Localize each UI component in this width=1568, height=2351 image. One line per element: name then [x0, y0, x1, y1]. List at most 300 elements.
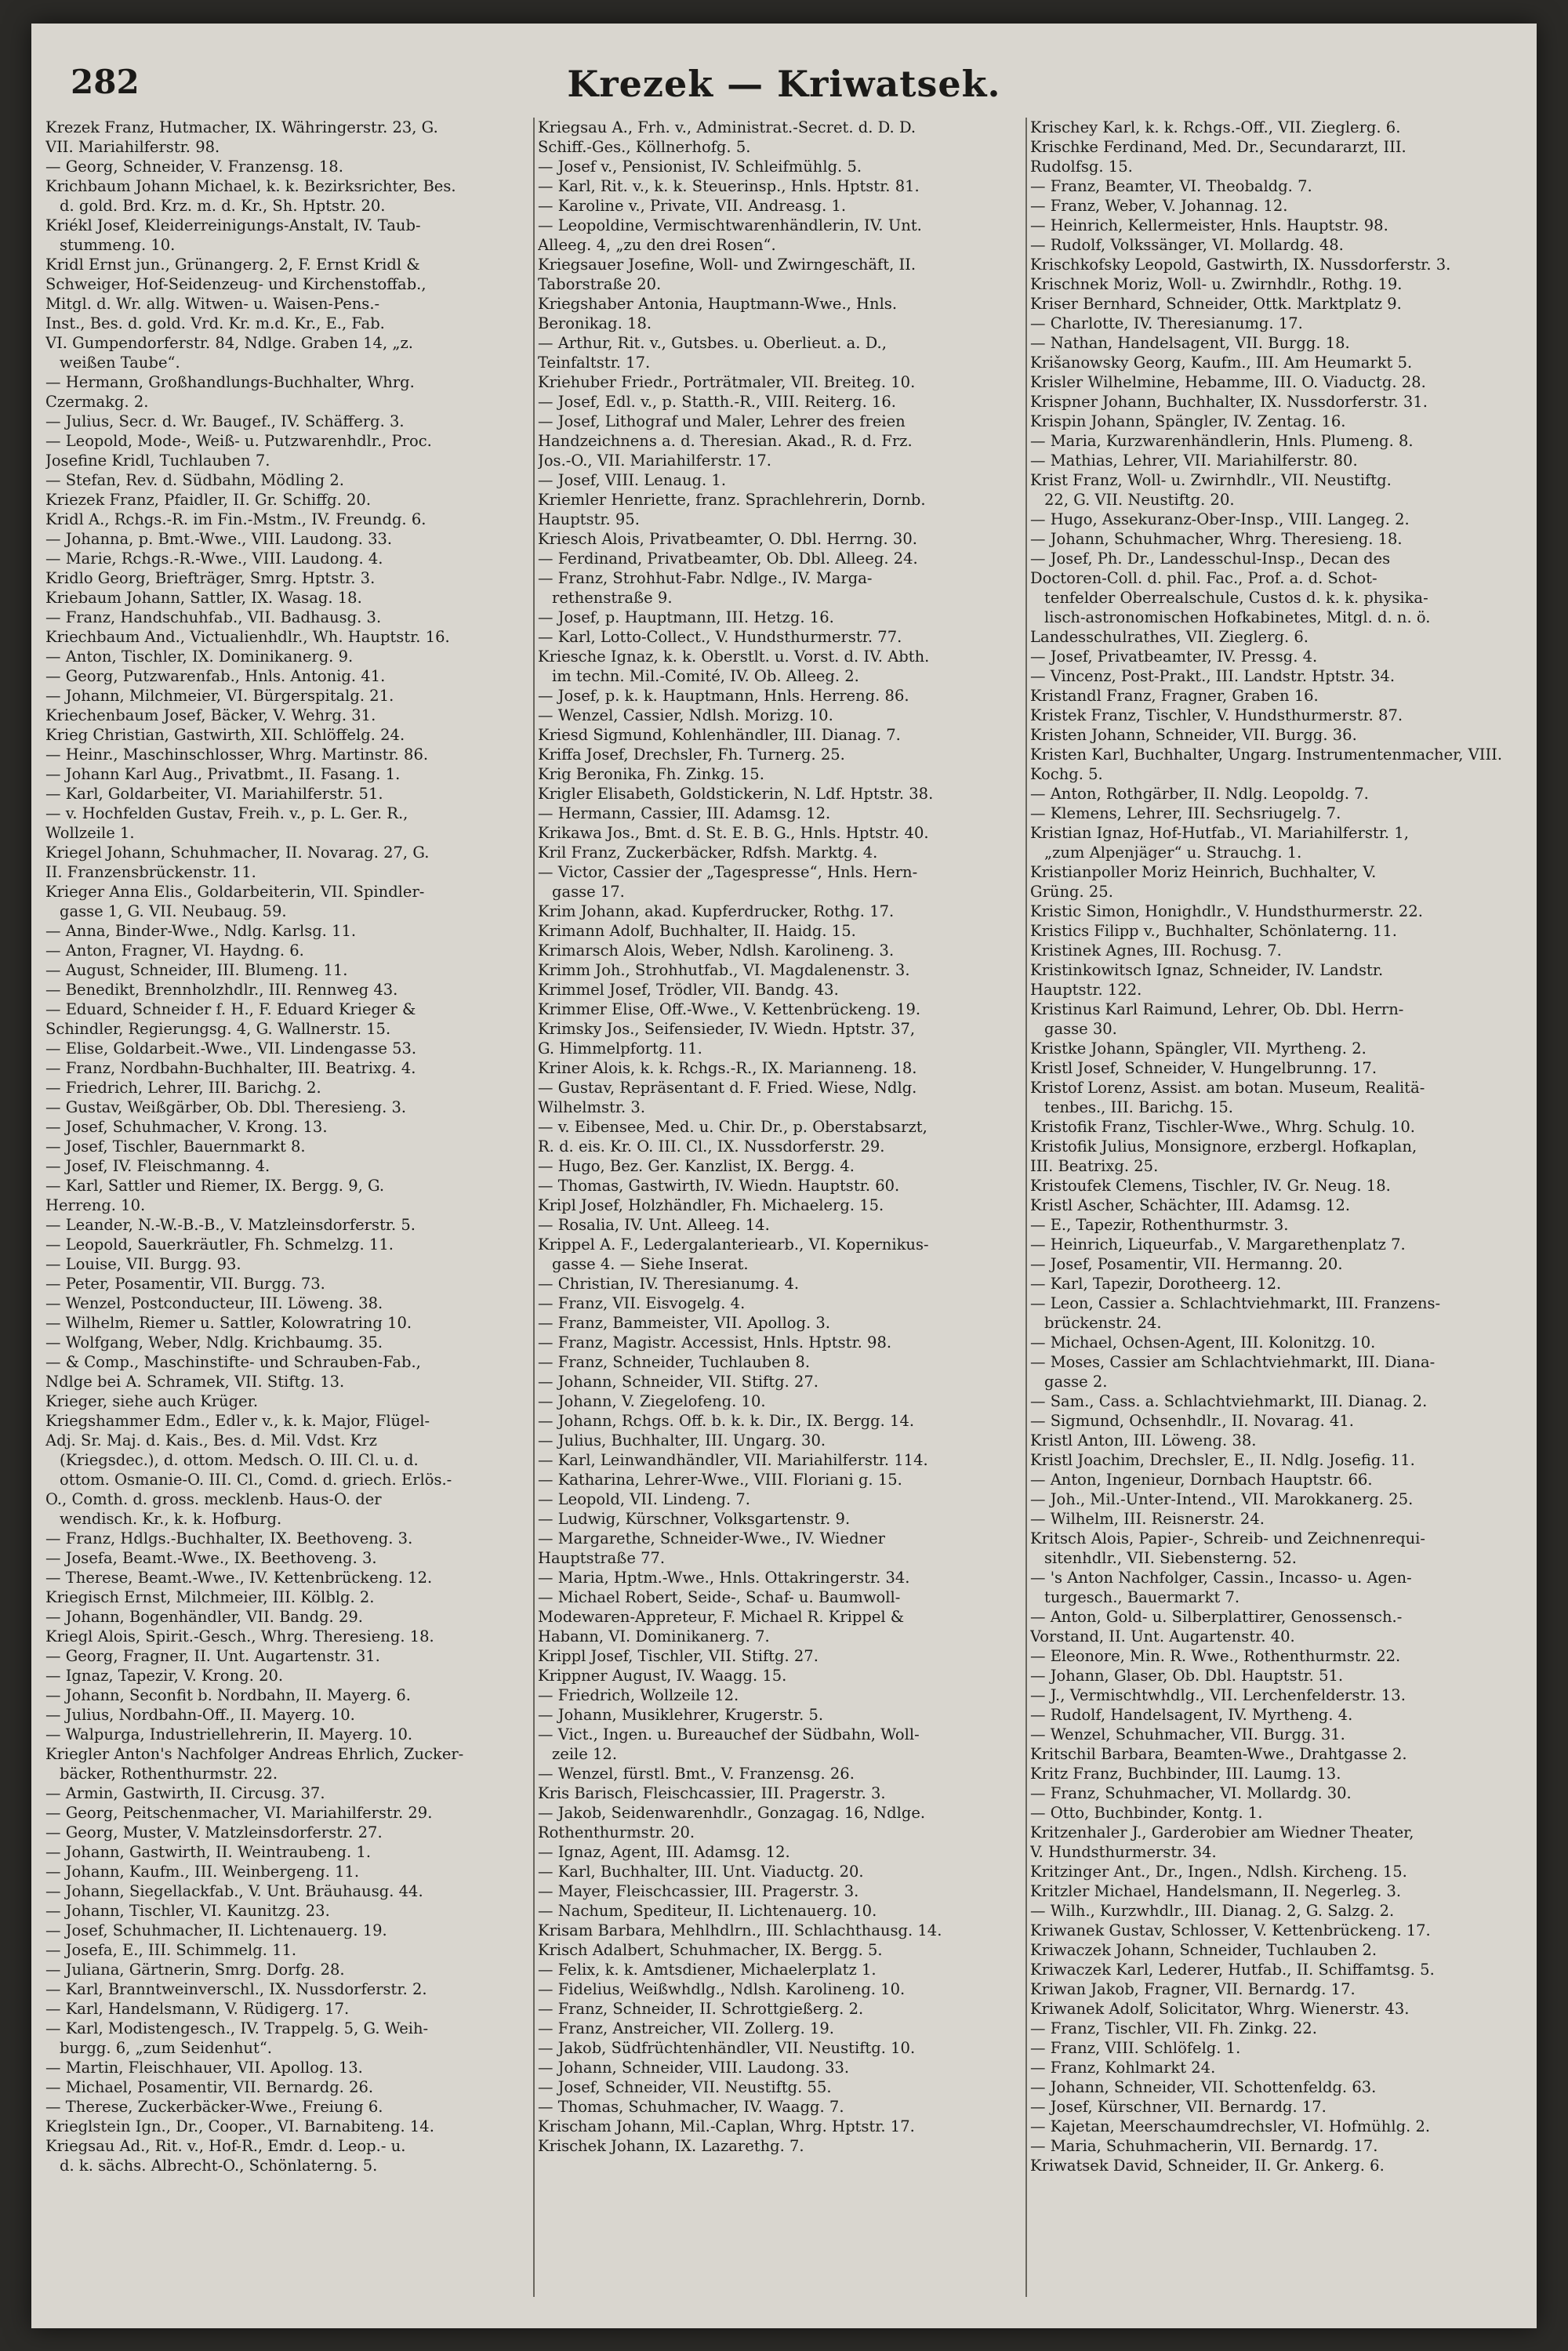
directory-entry-line: — Johann, Tischler, VI. Kaunitzg. 23.	[45, 1902, 330, 1920]
directory-entry-line: — Karl, Rit. v., k. k. Steuerinsp., Hnls. Hptstr. 81.	[538, 177, 920, 195]
directory-entry-line: — Josef, Lithograf und Maler, Lehrer des freien	[538, 412, 906, 430]
directory-entry-line: — Hugo, Assekuranz-Ober-Insp., VIII. Langeg. 2.	[1030, 510, 1410, 528]
directory-entry-line: — Leopold, Mode-, Weiß- u. Putzwarenhdlr., Proc.	[45, 432, 432, 450]
directory-entry-line: Kriwatsek David, Schneider, II. Gr. Ankerg. 6.	[1030, 2157, 1385, 2175]
directory-entry-line: Krippner August, IV. Waagg. 15.	[538, 1667, 787, 1685]
directory-entry-line: Krischnek Moriz, Woll- u. Zwirnhdlr., Rothg. 19.	[1030, 275, 1403, 293]
directory-entry-line: — Leon, Cassier a. Schlachtviehmarkt, III. Franzens-	[1030, 1294, 1441, 1312]
directory-entry-line: O., Comth. d. gross. mecklenb. Haus-O. der	[45, 1490, 382, 1508]
directory-entry-line: — Charlotte, IV. Theresianumg. 17.	[1030, 314, 1303, 332]
directory-entry-line: — Johann, Kaufm., III. Weinbergeng. 11.	[45, 1863, 360, 1881]
directory-entry-line: — Karl, Sattler und Riemer, IX. Bergg. 9, G.	[45, 1177, 385, 1195]
directory-entry-line: — Josef, p. k. k. Hauptmann, Hnls. Herreng. 86.	[538, 687, 909, 705]
directory-entry-line: Hauptstr. 95.	[538, 510, 640, 528]
directory-entry-line: Krig Beronika, Fh. Zinkg. 15.	[538, 765, 764, 783]
directory-entry-line: — Rudolf, Handelsagent, IV. Myrtheng. 4.	[1030, 1706, 1353, 1724]
directory-entry-line: — 's Anton Nachfolger, Cassin., Incasso- u. Agen-	[1030, 1569, 1412, 1587]
directory-entry-line: — Johann, Musiklehrer, Krugerstr. 5.	[538, 1706, 824, 1724]
directory-entry-line: — Elise, Goldarbeit.-Wwe., VII. Lindengasse 53.	[45, 1039, 417, 1058]
directory-entry-line: — Anton, Ingenieur, Dornbach Hauptstr. 66.	[1030, 1471, 1373, 1489]
directory-entry-line: Kriwanek Adolf, Solicitator, Whrg. Wienerstr. 43.	[1030, 2000, 1410, 2018]
directory-entry-line: Kristl Ascher, Schächter, III. Adamsg. 12.	[1030, 1196, 1351, 1214]
directory-entry-line: — Anton, Rothgärber, II. Ndlg. Leopoldg. 7.	[1030, 785, 1369, 803]
directory-entry-line: — Wilhelm, III. Reisnerstr. 24.	[1030, 1510, 1265, 1528]
directory-entry-line: — Johann, Siegellackfab., V. Unt. Bräuhausg. 44.	[45, 1882, 423, 1900]
directory-entry-line: Krimsky Jos., Seifensieder, IV. Wiedn. Hptstr. 37,	[538, 1020, 916, 1038]
directory-entry-line: — Georg, Fragner, II. Unt. Augartenstr. 31.	[45, 1647, 380, 1665]
directory-entry-line: — Maria, Schuhmacherin, VII. Bernardg. 17.	[1030, 2137, 1378, 2155]
directory-entry-line: Krikawa Jos., Bmt. d. St. E. B. G., Hnls. Hptstr. 40.	[538, 824, 929, 842]
directory-entry-line: Schiff.-Ges., Köllnerhofg. 5.	[538, 138, 751, 156]
directory-entry-line: Beronikag. 18.	[538, 314, 652, 332]
directory-entry-line: Kristianpoller Moriz Heinrich, Buchhalter, V.	[1030, 863, 1377, 881]
directory-entry-line: — Josef, Ph. Dr., Landesschul-Insp., Decan des	[1030, 550, 1391, 568]
directory-entry-line: Kritzenhaler J., Garderobier am Wiedner Theater,	[1030, 1823, 1414, 1841]
directory-entry-line: lisch-astronomischen Hofkabinetes, Mitgl. d. n. ö.	[1044, 608, 1431, 626]
directory-entry-line: — Mayer, Fleischcassier, III. Pragerstr. 3.	[538, 1882, 859, 1900]
directory-entry-line: Krippel A. F., Ledergalanteriearb., VI. Kopernikus-	[538, 1235, 929, 1254]
directory-entry-line: Adj. Sr. Maj. d. Kais., Bes. d. Mil. Vdst. Krz	[45, 1431, 377, 1449]
directory-entry-line: — Josefa, Beamt.-Wwe., IX. Beethoveng. 3.	[45, 1549, 377, 1567]
directory-entry-line: — Johann, Seconfit b. Nordbahn, II. Mayerg. 6.	[45, 1686, 411, 1704]
directory-entry-line: — Karl, Modistengesch., IV. Trappelg. 5, G. Weih-	[45, 2019, 429, 2037]
directory-entry-line: Kristinek Agnes, III. Rochusg. 7.	[1030, 941, 1282, 960]
directory-entry-line: Mitgl. d. Wr. allg. Witwen- u. Waisen-Pens.-	[45, 295, 380, 313]
directory-entry-line: Krippl Josef, Tischler, VII. Stiftg. 27.	[538, 1647, 818, 1665]
directory-entry-line: — Victor, Cassier der „Tagespresse“, Hnls. Hern-	[538, 863, 918, 881]
directory-entry-line: turgesch., Bauermarkt 7.	[1044, 1588, 1240, 1606]
directory-entry-line: Kriegsau Ad., Rit. v., Hof-R., Emdr. d. Leop.- u.	[45, 2137, 406, 2155]
directory-entry-line: Krispin Johann, Spängler, IV. Zentag. 16.	[1030, 412, 1346, 430]
directory-entry-line: Grüng. 25.	[1030, 883, 1113, 901]
directory-entry-line: Kristoufek Clemens, Tischler, IV. Gr. Neug. 18.	[1030, 1177, 1391, 1195]
directory-entry-line: — Karl, Lotto-Collect., V. Hundsthurmerstr. 77.	[538, 628, 902, 646]
directory-entry-line: — Josef, Privatbeamter, IV. Pressg. 4.	[1030, 648, 1318, 666]
directory-entry-line: Kristl Josef, Schneider, V. Hungelbrunng. 17.	[1030, 1059, 1377, 1077]
directory-entry-line: Kristofik Franz, Tischler-Wwe., Whrg. Schulg. 10.	[1030, 1118, 1415, 1136]
directory-entry-line: — Juliana, Gärtnerin, Smrg. Dorfg. 28.	[45, 1961, 345, 1979]
directory-entry-line: Doctoren-Coll. d. phil. Fac., Prof. a. d. Schot-	[1030, 569, 1377, 587]
directory-entry-line: — Vict., Ingen. u. Bureauchef der Südbahn, Woll-	[538, 1725, 920, 1743]
directory-entry-line: Kritzinger Ant., Dr., Ingen., Ndlsh. Kircheng. 15.	[1030, 1863, 1407, 1881]
directory-entry-line: — Leopoldine, Vermischtwarenhändlerin, IV. Unt.	[538, 216, 922, 234]
directory-entry-line: — Josef, Tischler, Bauernmarkt 8.	[45, 1137, 306, 1156]
directory-entry-line: Kristek Franz, Tischler, V. Hundsthurmerstr. 87.	[1030, 706, 1403, 724]
directory-entry-line: — Thomas, Schuhmacher, IV. Waagg. 7.	[538, 2098, 844, 2116]
directory-entry-line: — v. Hochfelden Gustav, Freih. v., p. L. Ger. R.,	[45, 804, 408, 822]
directory-entry-line: — Julius, Nordbahn-Off., II. Mayerg. 10.	[45, 1706, 355, 1724]
directory-entry-line: Kridl Ernst jun., Grünangerg. 2, F. Ernst Kridl &	[45, 256, 420, 274]
directory-entry-line: „zum Alpenjäger“ u. Strauchg. 1.	[1044, 844, 1302, 862]
directory-entry-line: — Leander, N.-W.-B.-B., V. Matzleinsdorferstr. 5.	[45, 1216, 416, 1234]
directory-entry-line: Handzeichnens a. d. Theresian. Akad., R. d. Frz.	[538, 432, 913, 450]
directory-entry-line: Kritsch Alois, Papier-, Schreib- und Zeichnenrequi-	[1030, 1529, 1425, 1547]
directory-entry-line: (Kriegsdec.), d. ottom. Medsch. O. III. Cl. u. d.	[60, 1451, 419, 1469]
directory-entry-line: — Wenzel, Postconducteur, III. Löweng. 38.	[45, 1294, 383, 1312]
directory-entry-line: — Nathan, Handelsagent, VII. Burgg. 18.	[1030, 334, 1350, 352]
directory-entry-line: — Ludwig, Kürschner, Volksgartenstr. 9.	[538, 1510, 851, 1528]
directory-entry-line: — Karl, Buchhalter, III. Unt. Viaductg. 20.	[538, 1863, 864, 1881]
directory-entry-line: — Michael, Posamentir, VII. Bernardg. 26.	[45, 2078, 374, 2096]
directory-entry-line: — Johann, Milchmeier, VI. Bürgerspitalg. 21.	[45, 687, 394, 705]
directory-entry-line: — Armin, Gastwirth, II. Circusg. 37.	[45, 1784, 325, 1802]
directory-entry-line: — Franz, Anstreicher, VII. Zollerg. 19.	[538, 2019, 834, 2037]
directory-entry-line: Kriegisch Ernst, Milchmeier, III. Kölblg. 2.	[45, 1588, 375, 1606]
directory-entry-line: — Franz, Strohhut-Fabr. Ndlge., IV. Marga-	[538, 569, 873, 587]
directory-entry-line: gasse 1, G. VII. Neubaug. 59.	[60, 902, 287, 920]
directory-entry-line: wendisch. Kr., k. k. Hofburg.	[60, 1510, 282, 1528]
directory-entry-line: Krigler Elisabeth, Goldstickerin, N. Ldf. Hptstr. 38.	[538, 785, 934, 803]
directory-entry-line: V. Hundsthurmerstr. 34.	[1030, 1843, 1217, 1861]
directory-entry-line: — Karl, Branntweinverschl., IX. Nussdorferstr. 2.	[45, 1980, 427, 1998]
directory-entry-line: — Friedrich, Wollzeile 12.	[538, 1686, 739, 1704]
directory-entry-line: — Wenzel, Schuhmacher, VII. Burgg. 31.	[1030, 1725, 1345, 1743]
directory-entry-line: — Joh., Mil.-Unter-Intend., VII. Marokkanerg. 25.	[1030, 1490, 1414, 1508]
directory-entry-line: Kriser Bernhard, Schneider, Ottk. Marktplatz 9.	[1030, 295, 1402, 313]
directory-entry-line: — Anna, Binder-Wwe., Ndlg. Karlsg. 11.	[45, 922, 357, 940]
directory-entry-line: Kristics Filipp v., Buchhalter, Schönlaterng. 11.	[1030, 922, 1397, 940]
directory-entry-line: — Wilhelm, Riemer u. Sattler, Kolowratring 10.	[45, 1314, 412, 1332]
directory-entry-line: Krisam Barbara, Mehlhdlrn., III. Schlachthausg. 14.	[538, 1921, 942, 1939]
directory-entry-line: — Josef, VIII. Lenaug. 1.	[538, 471, 727, 489]
directory-entry-line: Kriékl Josef, Kleiderreinigungs-Anstalt, IV. Taub-	[45, 216, 421, 234]
directory-entry-line: brückenstr. 24.	[1044, 1314, 1162, 1332]
directory-entry-line: — Josef, Kürschner, VII. Bernardg. 17.	[1030, 2098, 1327, 2116]
directory-entry-line: — Christian, IV. Theresianumg. 4.	[538, 1275, 800, 1293]
directory-entry-line: — Johann, Schneider, VIII. Laudong. 33.	[538, 2059, 850, 2077]
directory-entry-line: Landesschulrathes, VII. Zieglerg. 6.	[1030, 628, 1309, 646]
directory-entry-line: — Franz, Schuhmacher, VI. Mollardg. 30.	[1030, 1784, 1352, 1802]
directory-entry-line: — Josef, p. Hauptmann, III. Hetzg. 16.	[538, 608, 834, 626]
directory-entry-line: — Kajetan, Meerschaumdrechsler, VI. Hofmühlg. 2.	[1030, 2117, 1431, 2135]
directory-entry-line: Kritschil Barbara, Beamten-Wwe., Drahtgasse 2.	[1030, 1745, 1407, 1763]
directory-entry-line: — Therese, Zuckerbäcker-Wwe., Freiung 6.	[45, 2098, 383, 2116]
directory-entry-line: — Rosalia, IV. Unt. Alleeg. 14.	[538, 1216, 770, 1234]
directory-entry-line: II. Franzensbrückenstr. 11.	[45, 863, 256, 881]
directory-entry-line: Kristic Simon, Honighdlr., V. Hundsthurmerstr. 22.	[1030, 902, 1423, 920]
directory-entry-line: Krezek Franz, Hutmacher, IX. Währingerstr. 23, G.	[45, 118, 438, 136]
directory-entry-line: — Karl, Goldarbeiter, VI. Mariahilferstr. 51.	[45, 785, 383, 803]
directory-entry-line: Krišanowsky Georg, Kaufm., III. Am Heumarkt 5.	[1030, 354, 1413, 372]
directory-entry-line: — Maria, Hptm.-Wwe., Hnls. Ottakringerstr. 34.	[538, 1569, 910, 1587]
directory-entry-line: Krispner Johann, Buchhalter, IX. Nussdorferstr. 31.	[1030, 393, 1428, 411]
directory-entry-line: — Hugo, Bez. Ger. Kanzlist, IX. Bergg. 4.	[538, 1157, 855, 1175]
directory-entry-line: — Anton, Gold- u. Silberplattirer, Genossensch.-	[1030, 1608, 1403, 1626]
directory-entry-line: Kridl A., Rchgs.-R. im Fin.-Mstm., IV. Freundg. 6.	[45, 510, 426, 528]
directory-entry-line: 22, G. VII. Neustiftg. 20.	[1044, 491, 1235, 509]
directory-entry-line: — Wolfgang, Weber, Ndlg. Krichbaumg. 35.	[45, 1333, 383, 1351]
directory-entry-line: — August, Schneider, III. Blumeng. 11.	[45, 961, 348, 979]
directory-column-2	[538, 118, 1016, 2305]
directory-entry-line: Kriechbaum And., Victualienhdlr., Wh. Hauptstr. 16.	[45, 628, 450, 646]
directory-entry-line: — Rudolf, Volkssänger, VI. Mollardg. 48.	[1030, 236, 1344, 254]
directory-entry-line: — Franz, Schneider, Tuchlauben 8.	[538, 1353, 811, 1371]
directory-entry-line: Kriegl Alois, Spirit.-Gesch., Whrg. Theresieng. 18.	[45, 1627, 434, 1645]
directory-entry-line: — Josef v., Pensionist, IV. Schleifmühlg. 5.	[538, 158, 862, 176]
directory-entry-line: tenfelder Oberrealschule, Custos d. k. k. physika-	[1044, 589, 1428, 607]
directory-entry-line: — Josef, Edl. v., p. Statth.-R., VIII. Reiterg. 16.	[538, 393, 897, 411]
directory-entry-line: Taborstraße 20.	[538, 275, 662, 293]
directory-entry-line: Krieglstein Ign., Dr., Cooper., VI. Barnabiteng. 14.	[45, 2117, 434, 2135]
directory-entry-line: Kristinus Karl Raimund, Lehrer, Ob. Dbl. Herrn-	[1030, 1000, 1404, 1018]
directory-entry-line: — Johanna, p. Bmt.-Wwe., VIII. Laudong. 33.	[45, 530, 393, 548]
directory-entry-line: — Eduard, Schneider f. H., F. Eduard Krieger &	[45, 1000, 416, 1018]
directory-entry-line: Jos.-O., VII. Mariahilferstr. 17.	[538, 452, 771, 470]
directory-entry-line: — Peter, Posamentir, VII. Burgg. 73.	[45, 1275, 325, 1293]
directory-entry-line: sitenhdlr., VII. Siebensterng. 52.	[1044, 1549, 1297, 1567]
directory-entry-line: Wilhelmstr. 3.	[538, 1098, 646, 1116]
directory-entry-line: — Franz, Tischler, VII. Fh. Zinkg. 22.	[1030, 2019, 1317, 2037]
directory-entry-line: — Sam., Cass. a. Schlachtviehmarkt, III. Dianag. 2.	[1030, 1392, 1428, 1410]
directory-entry-line: VI. Gumpendorferstr. 84, Ndlge. Graben 14, „z.	[45, 334, 413, 352]
directory-entry-line: — Mathias, Lehrer, VII. Mariahilferstr. 80.	[1030, 452, 1358, 470]
directory-entry-line: G. Himmelpfortg. 11.	[538, 1039, 702, 1058]
directory-entry-line: — Marie, Rchgs.-R.-Wwe., VIII. Laudong. 4.	[45, 550, 383, 568]
directory-entry-line: Krimm Joh., Strohhutfab., VI. Magdalenenstr. 3.	[538, 961, 910, 979]
directory-entry-line: ottom. Osmanie-O. III. Cl., Comd. d. griech. Erlös.-	[60, 1471, 452, 1489]
directory-entry-line: d. gold. Brd. Krz. m. d. Kr., Sh. Hptstr. 20.	[60, 197, 386, 215]
directory-entry-line: Kripl Josef, Holzhändler, Fh. Michaelerg. 15.	[538, 1196, 884, 1214]
directory-entry-line: — Anton, Fragner, VI. Haydng. 6.	[45, 941, 304, 960]
directory-entry-line: Kriwanek Gustav, Schlosser, V. Kettenbrückeng. 17.	[1030, 1921, 1431, 1939]
directory-entry-line: R. d. eis. Kr. O. III. Cl., IX. Nussdorferstr. 29.	[538, 1137, 885, 1156]
directory-entry-line: Kriffa Josef, Drechsler, Fh. Turnerg. 25.	[538, 746, 845, 764]
directory-column-3	[1030, 118, 1508, 2305]
directory-entry-line: weißen Taube“.	[60, 354, 180, 372]
directory-entry-line: bäcker, Rothenthurmstr. 22.	[60, 1765, 278, 1783]
directory-entry-line: — Josefa, E., III. Schimmelg. 11.	[45, 1941, 297, 1959]
directory-entry-line: — Josef, Posamentir, VII. Hermanng. 20.	[1030, 1255, 1343, 1273]
directory-entry-line: Herreng. 10.	[45, 1196, 146, 1214]
directory-entry-line: — Franz, Weber, V. Johannag. 12.	[1030, 197, 1288, 215]
directory-entry-line: — Benedikt, Brennholzhdlr., III. Rennweg 43.	[45, 981, 398, 999]
directory-entry-line: Hauptstraße 77.	[538, 1549, 666, 1567]
directory-entry-line: Kristinkowitsch Ignaz, Schneider, IV. Landstr.	[1030, 961, 1384, 979]
directory-entry-line: — Franz, VII. Eisvogelg. 4.	[538, 1294, 746, 1312]
directory-entry-line: — Margarethe, Schneider-Wwe., IV. Wiedner	[538, 1529, 885, 1547]
directory-entry-line: Krimmer Elise, Off.-Wwe., V. Kettenbrückeng. 19.	[538, 1000, 921, 1018]
directory-entry-line: — Ignaz, Agent, III. Adamsg. 12.	[538, 1843, 790, 1861]
directory-entry-line: — Johann, Schneider, VII. Schottenfeldg. 63.	[1030, 2078, 1377, 2096]
directory-entry-line: — Jakob, Seidenwarenhdlr., Gonzagag. 16, Ndlge.	[538, 1804, 926, 1822]
directory-entry-line: — Heinrich, Kellermeister, Hnls. Hauptstr. 98.	[1030, 216, 1388, 234]
directory-entry-line: — Julius, Buchhalter, III. Ungarg. 30.	[538, 1431, 826, 1449]
directory-entry-line: — Nachum, Spediteur, II. Lichtenauerg. 10.	[538, 1902, 877, 1920]
directory-entry-line: zeile 12.	[552, 1745, 618, 1763]
directory-entry-line: Kriesch Alois, Privatbeamter, O. Dbl. Herrng. 30.	[538, 530, 917, 548]
directory-entry-line: Modewaren-Appreteur, F. Michael R. Krippel &	[538, 1608, 905, 1626]
directory-entry-line: Krischek Johann, IX. Lazarethg. 7.	[538, 2137, 804, 2155]
directory-entry-line: — Johann, Bogenhändler, VII. Bandg. 29.	[45, 1608, 363, 1626]
directory-entry-line: Kriegsau A., Frh. v., Administrat.-Secret. d. D. D.	[538, 118, 916, 136]
directory-entry-line: — Martin, Fleischhauer, VII. Apollog. 13.	[45, 2059, 363, 2077]
directory-entry-line: — Heinrich, Liqueurfab., V. Margarethenplatz 7.	[1030, 1235, 1406, 1254]
directory-entry-line: — Franz, Kohlmarkt 24.	[1030, 2059, 1216, 2077]
directory-entry-line: — Moses, Cassier am Schlachtviehmarkt, III. Diana-	[1030, 1353, 1436, 1371]
directory-entry-line: — Friedrich, Lehrer, III. Barichg. 2.	[45, 1079, 321, 1097]
directory-entry-line: Krieger Anna Elis., Goldarbeiterin, VII. Spindler-	[45, 883, 425, 901]
directory-entry-line: Kristofik Julius, Monsignore, erzbergl. Hofkaplan,	[1030, 1137, 1417, 1156]
directory-entry-line: Kristl Anton, III. Löweng. 38.	[1030, 1431, 1257, 1449]
directory-entry-line: Kriegel Johann, Schuhmacher, II. Novarag. 27, G.	[45, 844, 430, 862]
directory-entry-line: — & Comp., Maschinstifte- und Schrauben-Fab.,	[45, 1353, 421, 1371]
directory-entry-line: Inst., Bes. d. gold. Vrd. Kr. m.d. Kr., E., Fab.	[45, 314, 385, 332]
directory-entry-line: — Franz, Nordbahn-Buchhalter, III. Beatrixg. 4.	[45, 1059, 416, 1077]
directory-entry-line: Kriehuber Friedr., Porträtmaler, VII. Breiteg. 10.	[538, 373, 916, 391]
directory-entry-line: — Karl, Tapezir, Dorotheerg. 12.	[1030, 1275, 1282, 1293]
directory-entry-line: — Wenzel, fürstl. Bmt., V. Franzensg. 26.	[538, 1765, 855, 1783]
directory-entry-line: VII. Mariahilferstr. 98.	[45, 138, 220, 156]
directory-entry-line: — Wilh., Kurzwhdlr., III. Dianag. 2, G. Salzg. 2.	[1030, 1902, 1395, 1920]
directory-entry-line: Kris Barisch, Fleischcassier, III. Pragerstr. 3.	[538, 1784, 886, 1802]
directory-entry-line: — Johann, Gastwirth, II. Weintraubeng. 1.	[45, 1843, 372, 1861]
directory-entry-line: — Georg, Peitschenmacher, VI. Mariahilferstr. 29.	[45, 1804, 433, 1822]
directory-entry-line: Kristen Karl, Buchhalter, Ungarg. Instrumentenmacher, VIII.	[1030, 746, 1503, 764]
directory-entry-line: — Therese, Beamt.-Wwe., IV. Kettenbrückeng. 12.	[45, 1569, 433, 1587]
directory-entry-line: Krichbaum Johann Michael, k. k. Bezirksrichter, Bes.	[45, 177, 456, 195]
directory-entry-line: Kriegler Anton's Nachfolger Andreas Ehrlich, Zucker-	[45, 1745, 464, 1763]
directory-entry-line: Habann, VI. Dominikanerg. 7.	[538, 1627, 770, 1645]
directory-columns	[45, 118, 1519, 2305]
directory-entry-line: — Johann, Rchgs. Off. b. k. k. Dir., IX. Bergg. 14.	[538, 1412, 915, 1430]
directory-entry-line: — Josef, IV. Fleischmanng. 4.	[45, 1157, 270, 1175]
directory-entry-line: gasse 2.	[1044, 1373, 1108, 1391]
directory-entry-line: Kriesd Sigmund, Kohlenhändler, III. Dianag. 7.	[538, 726, 901, 744]
directory-entry-line: Rudolfsg. 15.	[1030, 158, 1133, 176]
directory-entry-line: Kril Franz, Zuckerbäcker, Rdfsh. Marktg. 4.	[538, 844, 878, 862]
directory-entry-line: — Wenzel, Cassier, Ndlsh. Morizg. 10.	[538, 706, 833, 724]
directory-entry-line: Alleeg. 4, „zu den drei Rosen“.	[538, 236, 776, 254]
directory-entry-line: Kriebaum Johann, Sattler, IX. Wasag. 18.	[45, 589, 362, 607]
directory-entry-line: — Otto, Buchbinder, Kontg. 1.	[1030, 1804, 1263, 1822]
page-number: 282	[71, 63, 140, 101]
directory-entry-line: — Gustav, Repräsentant d. F. Fried. Wiese, Ndlg.	[538, 1079, 917, 1097]
directory-entry-line: — Michael Robert, Seide-, Schaf- u. Baumwoll-	[538, 1588, 901, 1606]
directory-entry-line: — Johann, Schuhmacher, Whrg. Theresieng. 18.	[1030, 530, 1403, 548]
directory-entry-line: Kriwaczek Karl, Lederer, Hutfab., II. Schiffamtsg. 5.	[1030, 1961, 1435, 1979]
directory-entry-line: — Karoline v., Private, VII. Andreasg. 1.	[538, 197, 847, 215]
directory-entry-line: — Hermann, Großhandlungs-Buchhalter, Whrg.	[45, 373, 415, 391]
directory-entry-line: Czermakg. 2.	[45, 393, 149, 411]
directory-entry-line: Teinfaltstr. 17.	[538, 354, 651, 372]
directory-entry-line: Kriezek Franz, Pfaidler, II. Gr. Schiffg. 20.	[45, 491, 372, 509]
directory-entry-line: Kristen Johann, Schneider, VII. Burgg. 36.	[1030, 726, 1357, 744]
directory-entry-line: — Franz, Bammeister, VII. Apollog. 3.	[538, 1314, 830, 1332]
directory-entry-line: d. k. sächs. Albrecht-O., Schönlaterng. 5.	[60, 2157, 378, 2175]
directory-entry-line: — Josef, Schuhmacher, II. Lichtenauerg. 19.	[45, 1921, 387, 1939]
directory-entry-line: Hauptstr. 122.	[1030, 981, 1142, 999]
directory-entry-line: gasse 4. — Siehe Inserat.	[552, 1255, 749, 1273]
page-header	[55, 63, 1513, 118]
directory-entry-line: — Hermann, Cassier, III. Adamsg. 12.	[538, 804, 831, 822]
directory-entry-line: Kriemler Henriette, franz. Sprachlehrerin, Dornb.	[538, 491, 926, 509]
directory-entry-line: Krisler Wilhelmine, Hebamme, III. O. Viaductg. 28.	[1030, 373, 1426, 391]
directory-entry-line: Kristke Johann, Spängler, VII. Myrtheng. 2.	[1030, 1039, 1367, 1058]
directory-entry-line: — Franz, Magistr. Accessist, Hnls. Hptstr. 98.	[538, 1333, 892, 1351]
directory-entry-line: — Klemens, Lehrer, III. Sechsriugelg. 7.	[1030, 804, 1341, 822]
directory-entry-line: — Karl, Handelsmann, V. Rüdigerg. 17.	[45, 2000, 350, 2018]
directory-entry-line: — Franz, Handschuhfab., VII. Badhausg. 3.	[45, 608, 382, 626]
directory-entry-line: — Arthur, Rit. v., Gutsbes. u. Oberlieut. a. D.,	[538, 334, 887, 352]
directory-entry-line: — Vincenz, Post-Prakt., III. Landstr. Hptstr. 34.	[1030, 667, 1396, 685]
directory-entry-line: gasse 30.	[1044, 1020, 1117, 1038]
directory-entry-line: — v. Eibensee, Med. u. Chir. Dr., p. Oberstabsarzt,	[538, 1118, 927, 1136]
directory-entry-line: — Gustav, Weißgärber, Ob. Dbl. Theresieng. 3.	[45, 1098, 407, 1116]
directory-entry-line: — Felix, k. k. Amtsdiener, Michaelerplatz 1.	[538, 1961, 877, 1979]
directory-entry-line: Krim Johann, akad. Kupferdrucker, Rothg. 17.	[538, 902, 895, 920]
directory-entry-line: Kritz Franz, Buchbinder, III. Laumg. 13.	[1030, 1765, 1341, 1783]
directory-entry-line: Kristandl Franz, Fragner, Graben 16.	[1030, 687, 1319, 705]
directory-entry-line: Kriegshammer Edm., Edler v., k. k. Major, Flügel-	[45, 1412, 430, 1430]
directory-entry-line: Rothenthurmstr. 20.	[538, 1823, 695, 1841]
directory-entry-line: — Julius, Secr. d. Wr. Baugef., IV. Schäfferg. 3.	[45, 412, 405, 430]
directory-entry-line: Krieger, siehe auch Krüger.	[45, 1392, 259, 1410]
directory-entry-line: — Johann, Glaser, Ob. Dbl. Hauptstr. 51.	[1030, 1667, 1344, 1685]
directory-entry-line: — Josef, Schneider, VII. Neustiftg. 55.	[538, 2078, 832, 2096]
directory-entry-line: Kristl Joachim, Drechsler, E., II. Ndlg. Josefig. 11.	[1030, 1451, 1415, 1469]
directory-entry-line: rethenstraße 9.	[552, 589, 673, 607]
directory-entry-line: — Louise, VII. Burgg. 93.	[45, 1255, 241, 1273]
directory-entry-line: Krischke Ferdinand, Med. Dr., Secundararzt, III.	[1030, 138, 1406, 156]
directory-entry-line: Kriwaczek Johann, Schneider, Tuchlauben 2.	[1030, 1941, 1377, 1959]
directory-entry-line: — Jakob, Südfrüchtenhändler, VII. Neustiftg. 10.	[538, 2039, 916, 2057]
directory-entry-line: — Georg, Schneider, V. Franzensg. 18.	[45, 158, 343, 176]
directory-entry-line: — Johann Karl Aug., Privatbmt., II. Fasang. 1.	[45, 765, 401, 783]
directory-entry-line: Vorstand, II. Unt. Augartenstr. 40.	[1030, 1627, 1295, 1645]
directory-entry-line: Kochg. 5.	[1030, 765, 1103, 783]
directory-entry-line: — Maria, Kurzwarenhändlerin, Hnls. Plumeng. 8.	[1030, 432, 1414, 450]
directory-entry-line: Krisch Adalbert, Schuhmacher, IX. Bergg. 5.	[538, 1941, 883, 1959]
directory-entry-line: im techn. Mil.-Comité, IV. Ob. Alleeg. 2.	[552, 667, 859, 685]
directory-entry-line: Krieg Christian, Gastwirth, XII. Schlöffelg. 24.	[45, 726, 405, 744]
directory-entry-line: gasse 17.	[552, 883, 625, 901]
directory-entry-line: Krimarsch Alois, Weber, Ndlsh. Karolineng. 3.	[538, 941, 895, 960]
directory-column-1	[45, 118, 524, 2305]
directory-entry-line: Wollzeile 1.	[45, 824, 135, 842]
directory-entry-line: — Georg, Putzwarenfab., Hnls. Antonig. 41.	[45, 667, 386, 685]
directory-entry-line: — Johann, V. Ziegelofeng. 10.	[538, 1392, 766, 1410]
directory-entry-line: tenbes., III. Barichg. 15.	[1044, 1098, 1233, 1116]
directory-entry-line: Krist Franz, Woll- u. Zwirnhdlr., VII. Neustiftg.	[1030, 471, 1392, 489]
directory-entry-line: — Leopold, VII. Lindeng. 7.	[538, 1490, 750, 1508]
directory-entry-line: — Karl, Leinwandhändler, VII. Mariahilferstr. 114.	[538, 1451, 928, 1469]
directory-entry-line: — Stefan, Rev. d. Südbahn, Mödling 2.	[45, 471, 344, 489]
directory-entry-line: — Franz, Beamter, VI. Theobaldg. 7.	[1030, 177, 1312, 195]
directory-entry-line: Krischey Karl, k. k. Rchgs.-Off., VII. Zieglerg. 6.	[1030, 118, 1401, 136]
directory-entry-line: — J., Vermischtwhdlg., VII. Lerchenfelderstr. 13.	[1030, 1686, 1406, 1704]
directory-entry-line: — Leopold, Sauerkräutler, Fh. Schmelzg. 11.	[45, 1235, 394, 1254]
running-head: Krezek — Kriwatsek.	[567, 63, 1001, 105]
directory-entry-line: — Fidelius, Weißwhdlg., Ndlsh. Karolineng. 10.	[538, 1980, 906, 1998]
directory-entry-line: Schindler, Regierungsg. 4, G. Wallnerstr. 15.	[45, 1020, 391, 1038]
directory-entry-line: Schweiger, Hof-Seidenzeug- und Kirchenstoffab.,	[45, 275, 426, 293]
directory-entry-line: Kristof Lorenz, Assist. am botan. Museum, Realitä-	[1030, 1079, 1425, 1097]
directory-entry-line: Krischkofsky Leopold, Gastwirth, IX. Nussdorferstr. 3.	[1030, 256, 1451, 274]
directory-entry-line: — Franz, Schneider, II. Schrottgießerg. 2.	[538, 2000, 864, 2018]
directory-entry-line: Krimmel Josef, Trödler, VII. Bandg. 43.	[538, 981, 839, 999]
directory-entry-line: — Sigmund, Ochsenhdlr., II. Novarag. 41.	[1030, 1412, 1354, 1430]
directory-entry-line: Kriesche Ignaz, k. k. Oberstlt. u. Vorst. d. IV. Abth.	[538, 648, 930, 666]
directory-entry-line: Krimann Adolf, Buchhalter, II. Haidg. 15.	[538, 922, 856, 940]
directory-entry-line: Kriner Alois, k. k. Rchgs.-R., IX. Marianneng. 18.	[538, 1059, 917, 1077]
directory-entry-line: Krischam Johann, Mil.-Caplan, Whrg. Hptstr. 17.	[538, 2117, 915, 2135]
directory-entry-line: — Ignaz, Tapezir, V. Krong. 20.	[45, 1667, 284, 1685]
directory-entry-line: III. Beatrixg. 25.	[1030, 1157, 1159, 1175]
directory-entry-line: — Franz, VIII. Schlöfelg. 1.	[1030, 2039, 1241, 2057]
directory-entry-line: Kriwan Jakob, Fragner, VII. Bernardg. 17.	[1030, 1980, 1356, 1998]
directory-entry-line: Kriechenbaum Josef, Bäcker, V. Wehrg. 31.	[45, 706, 376, 724]
directory-entry-line: — Anton, Tischler, IX. Dominikanerg. 9.	[45, 648, 354, 666]
